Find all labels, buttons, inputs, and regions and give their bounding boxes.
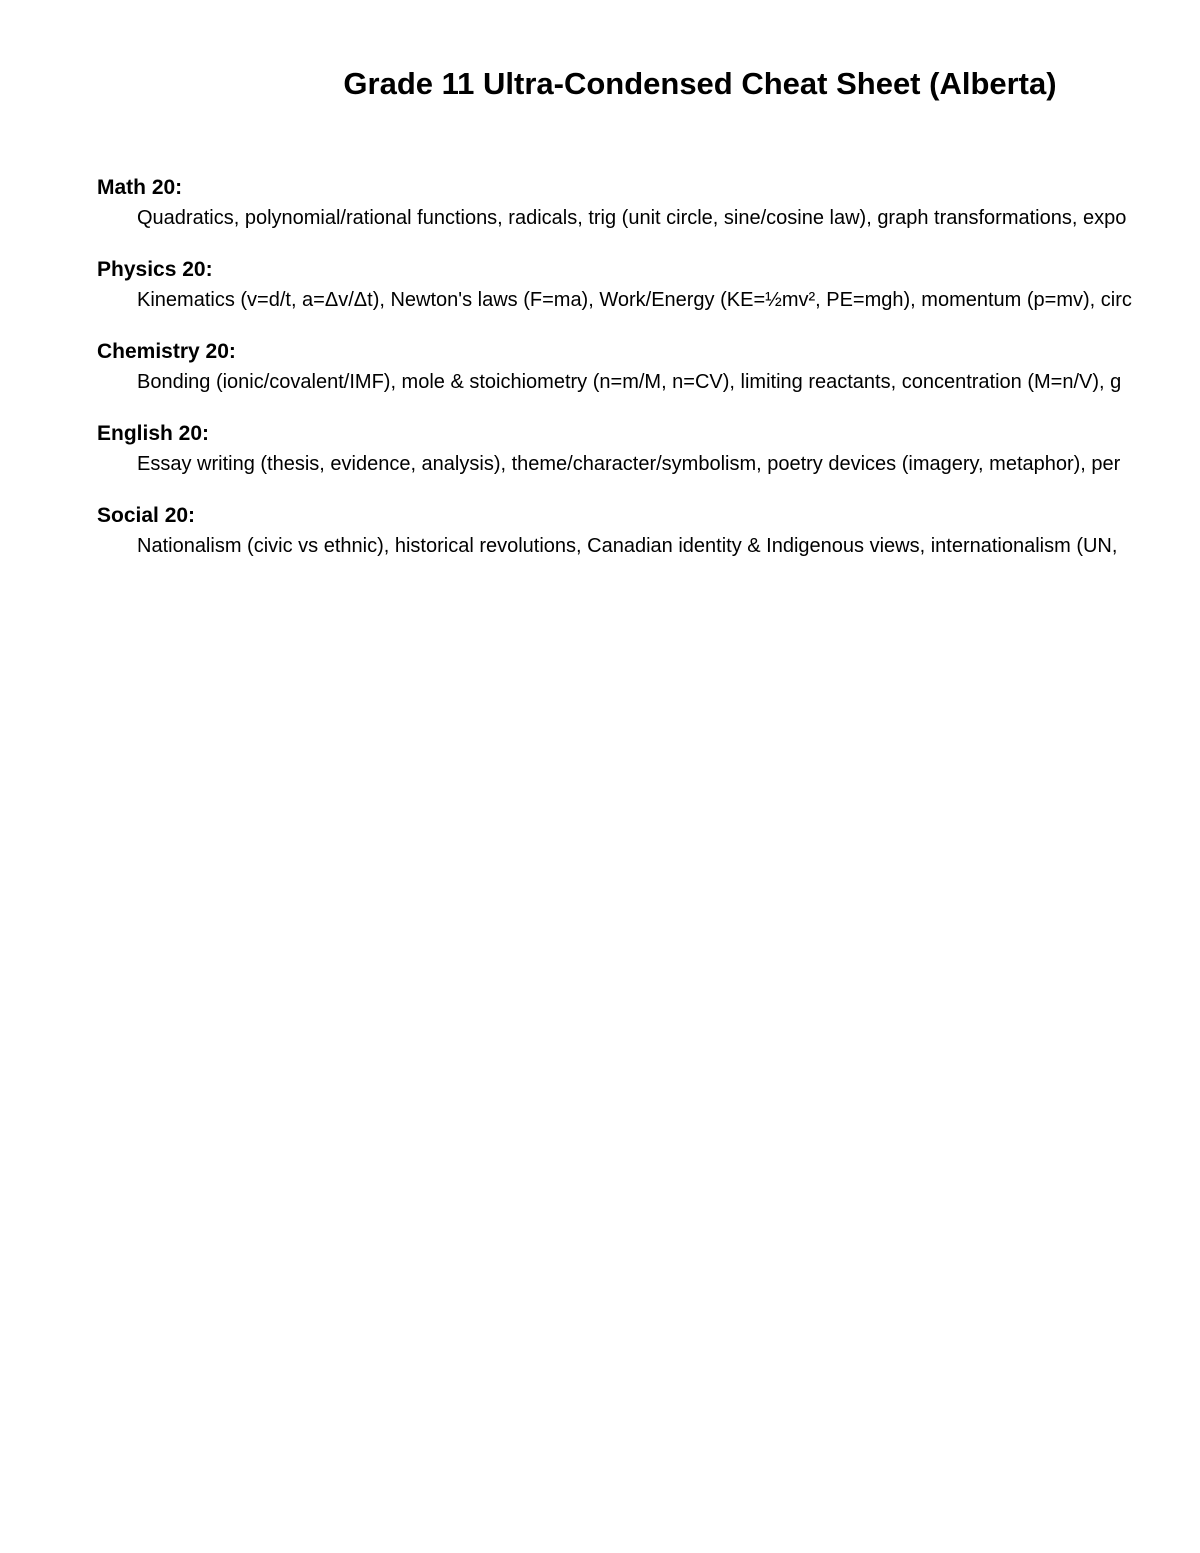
section-physics — [97, 256, 1200, 316]
section-text: Bonding (ionic/covalent/IMF), mole & stoichiometry (n=m/M, n=CV), limiting reactants, concentration (M=n/V), g — [137, 371, 1122, 393]
section-heading: Social 20: — [97, 504, 196, 527]
section-heading: Chemistry 20: — [97, 340, 236, 363]
section-english — [97, 420, 1200, 480]
section-text: Kinematics (v=d/t, a=Δv/Δt), Newton's laws (F=ma), Work/Energy (KE=½mv², PE=mgh), momentum (p=mv), circ — [137, 289, 1132, 311]
section-text: Nationalism (civic vs ethnic), historical revolutions, Canadian identity & Indigenous views, internationalism (UN, — [137, 535, 1118, 557]
sections-list — [97, 174, 1200, 584]
section-chemistry — [97, 338, 1200, 398]
section-text: Quadratics, polynomial/rational functions, radicals, trig (unit circle, sine/cosine law), graph transformations, expo — [137, 207, 1127, 229]
section-math — [97, 174, 1200, 234]
section-social — [97, 502, 1200, 562]
section-heading: Math 20: — [97, 176, 183, 199]
section-heading: Physics 20: — [97, 258, 213, 281]
section-heading: English 20: — [97, 422, 210, 445]
document-title: Grade 11 Ultra-Condensed Cheat Sheet (Alberta) — [343, 66, 1057, 101]
section-text: Essay writing (thesis, evidence, analysis), theme/character/symbolism, poetry devices (imagery, metaphor), per — [137, 453, 1121, 475]
